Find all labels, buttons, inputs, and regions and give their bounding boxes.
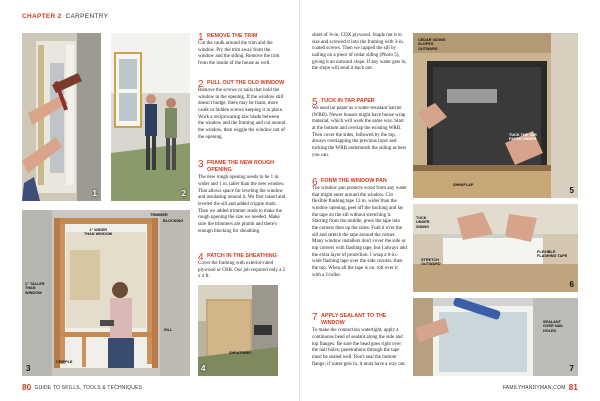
- step-body: sheet of ⅜-in. CDX plywood. Staple nut it to size and screwed it into the framing with 3-in. coated screws. Then we capped the sill by nailing on a piece of cedar siding (Photo 5), giving it an outward slope. If any water gets in, the slope will send it back out.: [312, 33, 407, 72]
- step-4: [198, 253, 286, 281]
- step-title: FRAME THE NEW ROUGH OPENING: [207, 160, 275, 174]
- photo-number: 4: [201, 364, 206, 373]
- step-number: 3: [198, 159, 204, 170]
- callout-cedar-siding: CEDAR SIDING SLOPES OUTWARD: [418, 38, 446, 51]
- photo-number: 6: [569, 280, 574, 289]
- step-body: The window pan protects wood from any water that might enter around the window. Cut flexible flashing tape 12 in. wider than the window opening, peel off the backing and lay the tape on the sill without stretching it. Starting from the middle, press the tape into the corners then up the sides. Fold it over the sill and stretch the tape around the corner. Many window installers don't cover the side or top corners with flashing tape, but I always add the extra layer of protection. I wrap a 6-in.-wide flashing tape over the side corners, then the top. When all the tape is on, roll over it with a J-roller.: [312, 186, 407, 278]
- photo-3: [22, 210, 190, 376]
- step-body: Remove the screws or nails that hold the window in the opening. If the window still doesn't budge, there may be foam, more caulk or hidden screws keeping it in place. Work a reciprocating saw blade between the window and the framing and cut around the window, then wiggle the window out of the opening.: [198, 88, 286, 140]
- footer-site-text: FAMILYHANDYMAN.COM: [502, 385, 566, 391]
- step-7: [312, 313, 407, 368]
- callout-sill: SILL: [164, 328, 173, 332]
- page-number-left: 80: [22, 383, 32, 392]
- footer-guide-text: GUIDE TO SKILLS, TOOLS & TECHNIQUES: [34, 385, 143, 391]
- photo-2: [111, 33, 190, 201]
- right-page: [300, 0, 600, 401]
- callout-sheathing: SHEATHING: [229, 351, 252, 355]
- callout-sealant: SEALANT OVER NAIL HOLES: [543, 320, 564, 333]
- callout-wider: 1" WIDER THAN WINDOW: [84, 228, 113, 237]
- step-6: [312, 178, 407, 279]
- step-2: [198, 80, 286, 141]
- step-number: 1: [198, 32, 204, 43]
- photo-number: 2: [181, 189, 186, 198]
- step-title: FORM THE WINDOW PAN: [321, 178, 387, 184]
- callout-trimmer: TRIMMER: [150, 213, 168, 217]
- section-label: CARPENTRY: [65, 13, 109, 20]
- step-title: PULL OUT THE OLD WINDOW: [207, 80, 285, 86]
- photo-5: [413, 33, 578, 198]
- callout-stretch-outward: STRETCH OUTWARD: [421, 258, 441, 267]
- step-1: [198, 33, 286, 68]
- callout-shim: SHIM/FLAP: [453, 183, 474, 187]
- step-body: To make the connection watertight, apply a continuous bead of sealant along the side and top flanges. Be sure the bead goes right over the nail holes; penetrations through the tape must be sealed well. Don't seal the bottom flange; if water gets in, it must have a way out.: [312, 328, 406, 367]
- step-4-continued: [312, 33, 407, 73]
- photo-6-image: [413, 204, 578, 292]
- step-3: [198, 160, 286, 235]
- callout-cripple: CRIPPLE: [56, 360, 73, 364]
- callout-tuck-under-siding: TUCK UNDER SIDING: [416, 216, 430, 229]
- photo-number: 7: [569, 364, 574, 373]
- callout-flexible-tape: FLEXIBLE FLASHING TAPE: [537, 250, 568, 259]
- step-number: 4: [198, 252, 204, 263]
- photo-4: [198, 285, 278, 376]
- step-title: REMOVE THE TRIM: [207, 33, 258, 39]
- photo-1-image: [22, 33, 101, 201]
- photo-7: [413, 298, 578, 376]
- right-footer: [503, 383, 578, 392]
- photo-4-image: [198, 285, 278, 376]
- step-number: 6: [312, 177, 318, 188]
- photo-2-image: [111, 33, 190, 201]
- step-body: The new rough opening needs to be 1 in. wider and 1 in. taller than the new window. That allows space for leveling the window and insulating around it. We first raised and leveled the sill and added cripple studs. Then we added trimmer studs to make the rough opening the size we needed. Make sure the trimmers are plumb and there's enough blocking for sheathing.: [198, 175, 286, 234]
- step-5: [312, 98, 407, 159]
- chapter-label: CHAPTER 2: [22, 13, 62, 20]
- step-title: PATCH IN THE SHEATHING: [207, 253, 277, 259]
- step-body: Cut the caulk around the trim and the window. Pry the trim away from the window and the siding. Remove the trim from the inside of the house as well.: [198, 41, 280, 67]
- photo-1: [22, 33, 101, 201]
- callout-blocking: BLOCKING: [163, 219, 184, 223]
- page-number-right: 81: [568, 383, 578, 392]
- photo-number: 3: [26, 364, 31, 373]
- step-body: Cover the framing with exterior-rated plywood or OSB. Our job required only a 2 x 4 ft.: [198, 261, 286, 280]
- photo-number: 1: [92, 189, 97, 198]
- step-number: 2: [198, 79, 204, 90]
- step-number: 5: [312, 97, 318, 108]
- callout-tuck-tar-paper: TUCK THE TAR PAPER UNDER: [509, 133, 537, 142]
- photo-5-image: [413, 33, 578, 198]
- running-head: [22, 13, 108, 20]
- callout-taller: 1" TALLER THAN WINDOW: [25, 282, 45, 295]
- step-title: APPLY SEALANT TO THE WINDOW: [321, 313, 387, 327]
- photo-7-image: [413, 298, 578, 376]
- step-body: We used tar paper as a water-resistant barrier (WRB). Newer houses might have house wrap material, which will work the same way. Start at the bottom and overlap the existing WRB. Then cover the sides, followed by the top, always overlapping the previous layer and tucking the WRB underneath the siding as best you can.: [312, 106, 406, 158]
- photo-6: [413, 204, 578, 292]
- step-number: 7: [312, 312, 318, 323]
- step-title: TUCK IN TAR PAPER: [321, 98, 375, 104]
- left-footer: [22, 383, 142, 392]
- photo-number: 5: [569, 186, 574, 195]
